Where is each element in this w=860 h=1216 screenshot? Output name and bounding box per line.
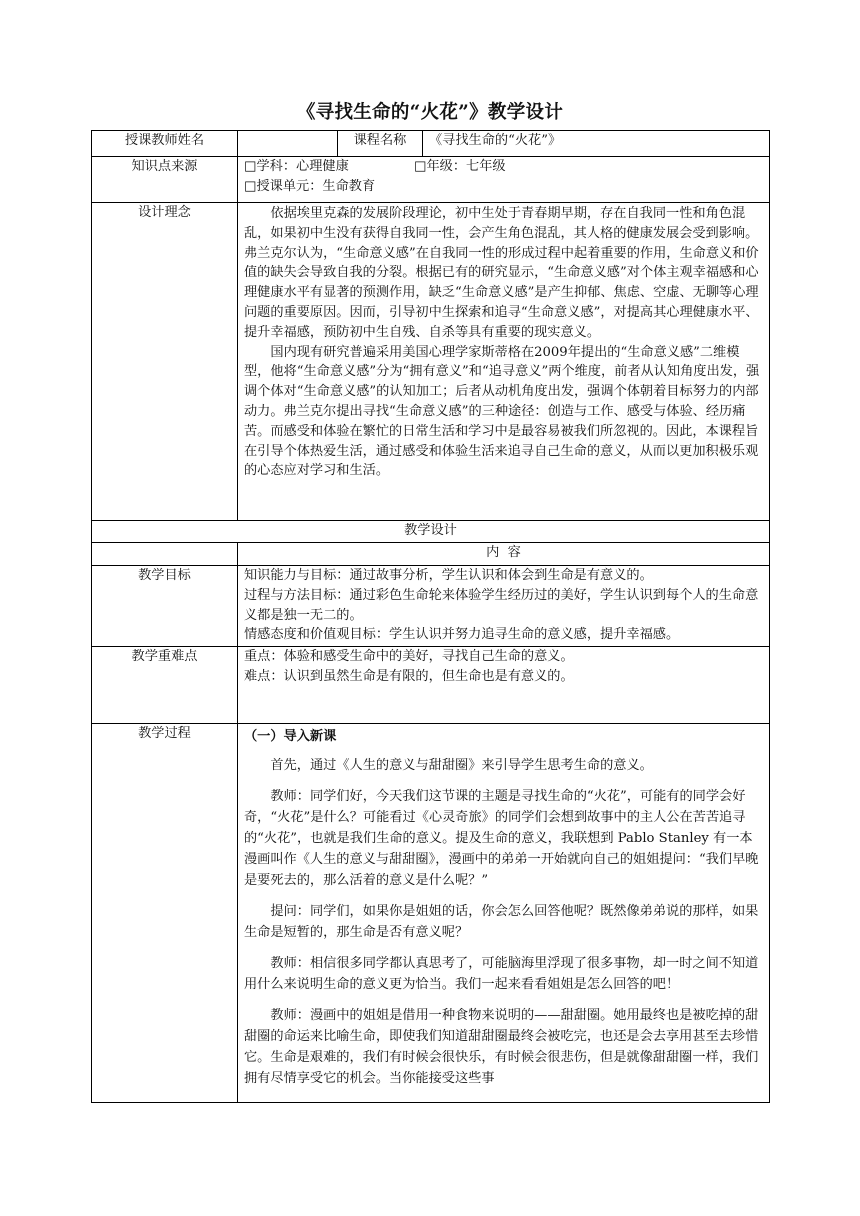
design-header: 教学设计 xyxy=(92,521,770,543)
document-title: 《寻找生命的“火花”》教学设计 xyxy=(296,102,564,123)
goals-content xyxy=(238,566,770,647)
source-label: 知识点来源 xyxy=(92,157,238,203)
keypoints-row xyxy=(92,647,770,724)
course-value: 《寻找生命的“火花”》 xyxy=(423,131,770,157)
goals-label: 教学目标 xyxy=(92,566,238,647)
goals-row xyxy=(92,566,770,647)
process-content xyxy=(238,724,770,1103)
goal-line: 过程与方法目标：通过彩色生命轮来体验学生经历过的美好，学生认识到每个人的生命意义都是独一无二的。 xyxy=(244,587,759,623)
concept-row xyxy=(92,203,770,521)
process-row xyxy=(92,724,770,1103)
concept-paragraph: 依据埃里克森的发展阶段理论，初中生处于青春期早期，存在自我同一性和角色混乱，如果初中生没有获得自我同一性，会产生角色混乱，其人格的健康发展会受到影响。弗兰克尔认为，“生命意义感”在自我同一性的形成过程中起着重要的作用，生命意义和价值的缺失会导致自我的分裂。根据已有的研究显示，“生命意义感”对个体主观幸福感和心理健康水平有显著的预测作用，缺乏“生命意义感”是产生抑郁、焦虑、空虚、无聊等心理问题的重要原因。因而，引导初中生探索和追寻“生命意义感”，对提高其心理健康水平、提升幸福感，预防初中生自残、自杀等具有重要的现实意义。 xyxy=(244,206,759,340)
keypoints-label: 教学重难点 xyxy=(92,647,238,724)
lesson-plan-table xyxy=(91,130,770,1103)
content-header-blank xyxy=(92,543,238,566)
concept-content xyxy=(238,203,770,521)
concept-paragraph: 国内现有研究普遍采用美国心理学家斯蒂格在2009年提出的“生命意义感”二维模型，他将“生命意义感”分为“拥有意义”和“追寻意义”两个维度，前者从认知角度出发，强调个体对“生命意义感”的认知加工；后者从动机角度出发，强调个体朝着目标努力的内部动力。弗兰克尔提出寻找“生命意义感”的三种途径：创造与工作、感受与体验、经历痛苦。而感受和体验在繁忙的日常生活和学习中是最容易被我们所忽视的。因此，本课程旨在引导个体热爱生活，通过感受和体验生活来追寻自己生命的意义，从而以更加积极乐观的心态应对学习和生活。 xyxy=(244,344,760,479)
process-paragraph: 教师：相信很多同学都认真思考了，可能脑海里浮现了很多事物，却一时之间不知道用什么来说明生命的意义更为恰当。我们一起来看看姐姐是怎么回答的吧！ xyxy=(244,956,759,992)
grade-field: □年级：七年级 xyxy=(414,159,506,174)
content-header-row xyxy=(92,543,770,566)
teacher-row xyxy=(92,131,770,157)
unit-field: □授课单元：生命教育 xyxy=(244,178,376,194)
keypoint-line: 难点：认识到虽然生命是有限的，但生命也是有意义的。 xyxy=(244,668,574,684)
concept-label: 设计理念 xyxy=(92,203,238,521)
goal-line: 情感态度和价值观目标：学生认识并努力追寻生命的意义感，提升幸福感。 xyxy=(244,627,680,643)
keypoints-content xyxy=(238,647,770,724)
keypoint-line: 重点：体验和感受生命中的美好，寻找自己生命的意义。 xyxy=(244,649,574,664)
process-section-title: （一）导入新课 xyxy=(244,729,337,744)
process-paragraph: 教师：漫画中的姐姐是借用一种食物来说明的——甜甜圈。她用最终也是被吃掉的甜甜圈的命运来比喻生命，即使我们知道甜甜圈最终会被吃完，也还是会去享用甚至去珍惜它。生命是艰难的，我们有时候会很快乐，有时候会很悲伤，但是就像甜甜圈一样，我们拥有尽情享受它的机会。当你能接受这些事 xyxy=(244,1008,759,1086)
process-paragraph: 首先，通过《人生的意义与甜甜圈》来引导学生思考生命的意义。 xyxy=(270,758,653,773)
source-content xyxy=(238,157,770,203)
design-header-row xyxy=(92,521,770,543)
subject-field: □学科：心理健康 xyxy=(244,159,349,174)
teacher-label: 授课教师姓名 xyxy=(92,131,238,157)
source-row xyxy=(92,157,770,203)
process-paragraph: 提问：同学们，如果你是姐姐的话，你会怎么回答他呢？既然像弟弟说的那样，如果生命是短暂的，那生命是否有意义呢？ xyxy=(244,904,759,940)
course-label: 课程名称 xyxy=(338,131,423,157)
process-label: 教学过程 xyxy=(92,724,238,1103)
content-header: 内 容 xyxy=(238,543,770,566)
process-paragraph: 教师：同学们好，今天我们这节课的主题是寻找生命的“火花”，可能有的同学会好奇，“火花”是什么？可能看过《心灵奇旅》的同学们会想到故事中的主人公在苦苦追寻的“火花”，也就是我们生命的意义。提及生命的意义，我联想到 Pablo Stanley 有一本漫画叫作《人生的意义与甜甜圈》，漫画中的弟弟一开始就向自己的姐姐提问：“我们早晚是要死去的，那么活着的意义是什么呢？” xyxy=(244,789,759,888)
goal-line: 知识能力与目标：通过故事分析，学生认识和体会到生命是有意义的。 xyxy=(244,568,653,583)
teacher-value xyxy=(238,131,338,157)
